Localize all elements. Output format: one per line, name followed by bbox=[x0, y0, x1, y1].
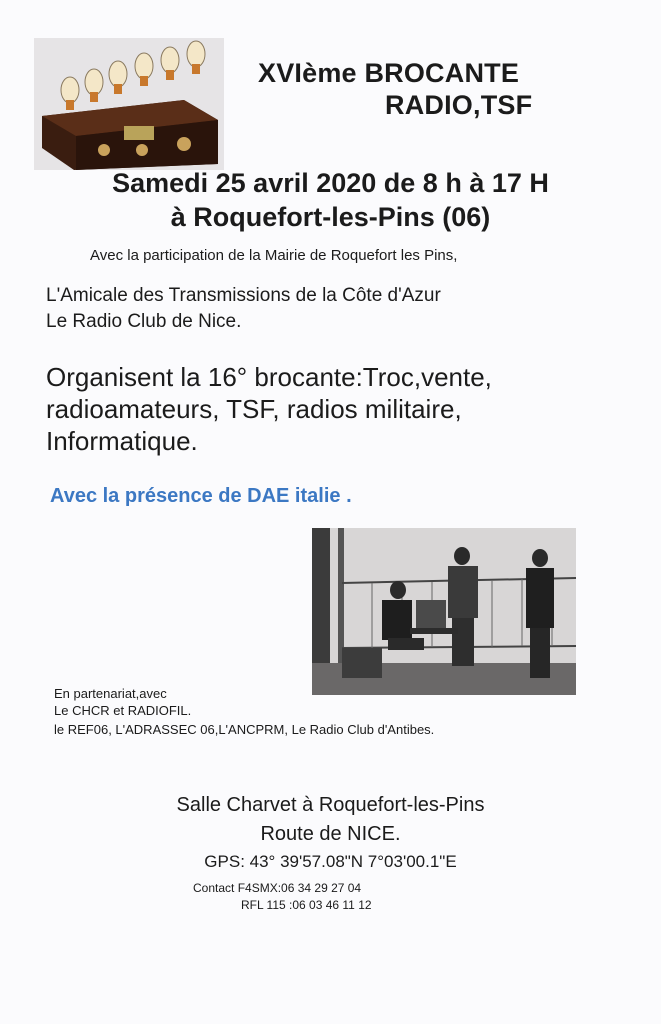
organizer-line-2: Le Radio Club de Nice. bbox=[46, 311, 242, 332]
title-line-2: RADIO,TSF bbox=[385, 90, 533, 120]
description-line-2: radioamateurs, TSF, radios militaire, bbox=[46, 394, 462, 424]
organizer-line-1: L'Amicale des Transmissions de la Côte d'Azur bbox=[46, 285, 441, 306]
participation-text: Avec la participation de la Mairie de Roquefort les Pins, bbox=[90, 247, 458, 264]
event-place: à Roquefort-les-Pins (06) bbox=[170, 202, 491, 232]
venue-gps: GPS: 43° 39'57.08"N 7°03'00.1"E bbox=[204, 852, 457, 871]
venue-hall: Salle Charvet à Roquefort-les-Pins bbox=[176, 794, 485, 816]
contact-line-1: Contact F4SMX:06 34 29 27 04 bbox=[193, 881, 362, 895]
event-date: Samedi 25 avril 2020 de 8 h à 17 H bbox=[112, 168, 549, 198]
partners-intro: En partenariat,avec bbox=[54, 686, 167, 701]
description-line-3: Informatique. bbox=[46, 426, 198, 456]
contact-line-2: RFL 115 :06 03 46 11 12 bbox=[241, 898, 372, 912]
title-line-1: XVIème BROCANTE bbox=[258, 58, 520, 88]
historical-photo bbox=[312, 528, 576, 695]
partners-line-2: le REF06, L'ADRASSEC 06,L'ANCPRM, Le Radio Club d'Antibes. bbox=[54, 722, 435, 737]
highlight-text: Avec la présence de DAE italie . bbox=[50, 485, 352, 507]
radio-photo bbox=[34, 38, 224, 170]
partners-line-1: Le CHCR et RADIOFIL. bbox=[54, 703, 192, 718]
venue-road: Route de NICE. bbox=[260, 823, 401, 845]
description-line-1: Organisent la 16° brocante:Troc,vente, bbox=[46, 362, 492, 392]
